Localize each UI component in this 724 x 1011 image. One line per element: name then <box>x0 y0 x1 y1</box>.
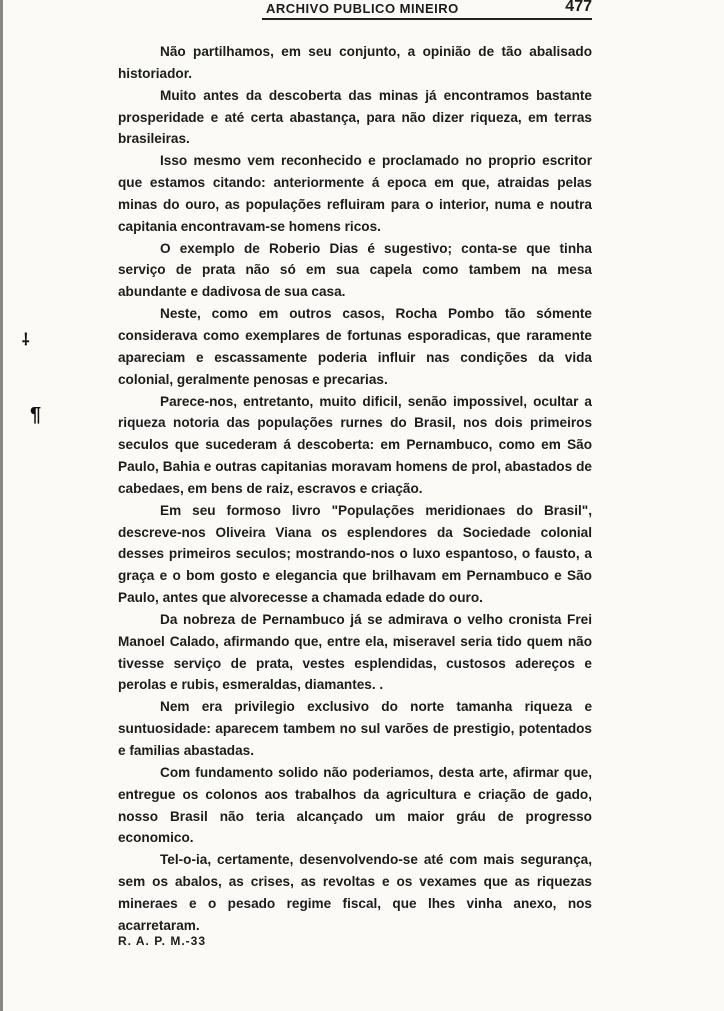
body-text <box>118 41 592 937</box>
paragraph-3: Isso mesmo vem reconhecido e proclamado no proprio escritor que estamos citando: anteriormente á epoca em que, atraidas pelas minas do ouro, as populações refluiram para o interior, numa e noutra capitania encontravam-se homens ricos. <box>118 153 592 234</box>
paragraph-2: Muito antes da descoberta das minas já encontramos bastante prosperidade e até certa abastança, para não dizer riqueza, em terras brasileiras. <box>118 87 592 147</box>
paragraph-8: Da nobreza de Pernambuco já se admirava o velho cronista Frei Manoel Calado, afirmando que, entre ela, miseravel seria tido quem não tivesse serviço de prata, vestes esplendidas, custosos adereços e perolas e rubis, esmeraldas, diamantes. . <box>118 611 592 693</box>
paragraph-5: Neste, como em outros casos, Rocha Pombo tão sómente considerava como exemplares de fortunas esporadicas, que raramente apareciam e escassamente poderia influir nas condições da vida colonial, geralmente penosas e precarias. <box>118 306 592 387</box>
paragraph-4: O exemplo de Roberio Dias é sugestivo; conta-se que tinha serviço de prata não só em sua capela como tambem na mesa abundante e dadivosa de sua casa. <box>118 240 592 300</box>
page-number: 477 <box>565 0 592 15</box>
paragraph-11: Tel-o-ia, certamente, desenvolvendo-se até com mais segurança, sem os abalos, as crises, as revoltas e os vexames que as riquezas mineraes e o pesado regime fiscal, que lhes vinha anexo, nos acarretaram. <box>118 852 592 933</box>
header-title: ARCHIVO PUBLICO MINEIRO <box>266 1 459 16</box>
header-rule <box>262 18 592 20</box>
paragraph-1: Não partilhamos, em seu conjunto, a opinião de tão abalisado historiador. <box>118 44 592 81</box>
paragraph-9: Nem era privilegio exclusivo do norte tamanha riqueza e suntuosidade: aparecem tambem no sul varões de prestigio, potentados e familias abastadas. <box>118 699 592 758</box>
page-edge-rule <box>0 0 3 1011</box>
paragraph-7: Em seu formoso livro "Populações meridionaes do Brasil", descreve-nos Oliveira Viana os esplendores da Sociedade colonial desses primeiros seculos; mostrando-nos o luxo espantoso, o fausto, a graça e o bom gosto e elegancia que brilhavam em Pernambuco e São Paulo, antes que alvorecesse a chamada edade do ouro. <box>118 502 592 606</box>
running-header <box>262 0 592 20</box>
margin-mark-icon: ⸸ <box>22 332 30 349</box>
paragraph-6: Parece-nos, entretanto, muito dificil, senão impossivel, ocultar a riqueza notoria das populações rurnes do Brasil, nos dois primeiros seculos que sucederam á descoberta: em Pernambuco, como em São Paulo, Bahia e outras capitanias moravam homens de prol, abastados de cabedaes, em bens de raiz, escravos e criação. <box>118 393 592 496</box>
signature-mark: R. A. P. M.-33 <box>118 934 207 948</box>
pilcrow-mark-icon: ¶ <box>30 404 42 426</box>
paragraph-10: Com fundamento solido não poderiamos, desta arte, afirmar que, entregue os colonos aos trabalhos da agricultura e criação de gado, nosso Brasil não teria alcançado um maior gráu de progresso economico. <box>118 764 592 846</box>
